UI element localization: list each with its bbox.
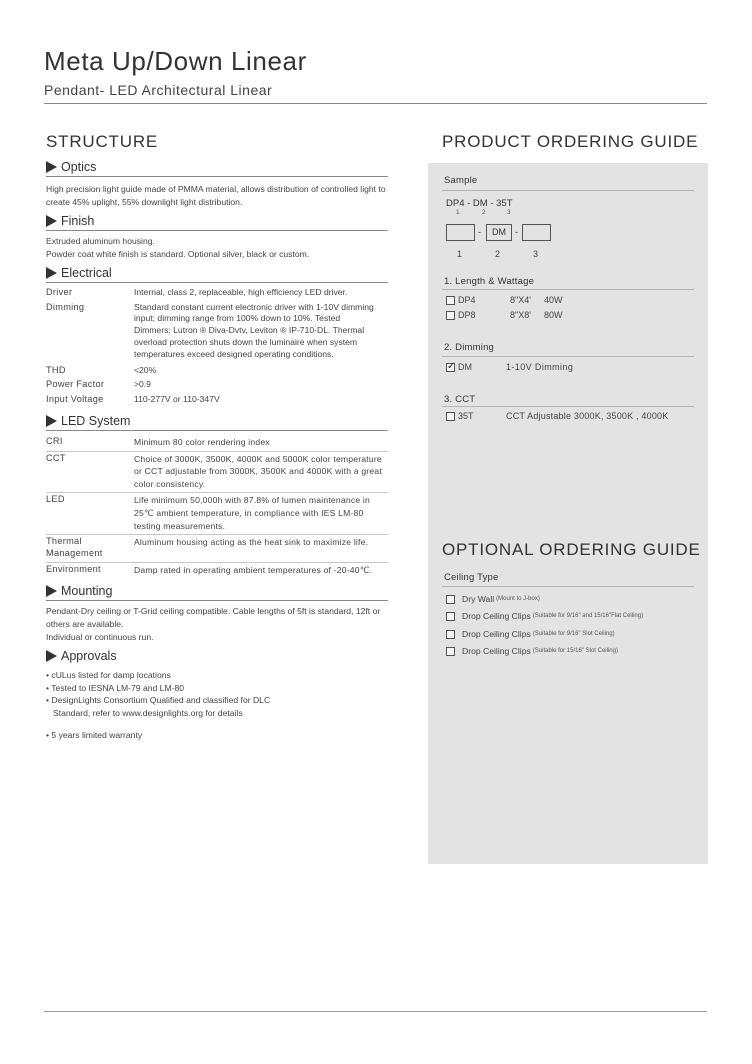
warranty-item: • 5 years limited warranty xyxy=(46,729,143,740)
code-separator: - xyxy=(478,227,481,237)
approval-item: • DesignLights Consortium Qualified and classified for DLC xyxy=(46,695,271,706)
structure-column xyxy=(46,132,388,747)
optional-heading: OPTIONAL ORDERING GUIDE xyxy=(442,540,701,559)
checkbox[interactable] xyxy=(446,647,455,656)
ceiling-option-name: Drop Ceiling Clips xyxy=(462,611,531,621)
option-desc: 1-10V Dimming xyxy=(506,362,574,372)
checkbox[interactable] xyxy=(446,595,455,604)
spec-key: Driver xyxy=(46,287,73,298)
ceiling-divider xyxy=(442,586,694,587)
ceiling-option-clips-slot-916[interactable] xyxy=(446,629,615,639)
spec-value: Damp rated in operating ambient temperatures of -20-40℃. xyxy=(134,564,373,575)
option-desc: CCT Adjustable 3000K, 3500K , 4000K xyxy=(506,411,669,421)
electrical-section xyxy=(46,266,388,408)
spec-key: Dimming xyxy=(46,301,85,312)
ceiling-option-dry-wall[interactable] xyxy=(446,594,540,604)
electrical-header xyxy=(46,266,388,283)
approvals-section xyxy=(46,649,388,741)
checkbox[interactable] xyxy=(446,296,455,305)
optics-label: Optics xyxy=(61,160,97,174)
approval-item: • Tested to IESNA LM-79 and LM-80 xyxy=(46,682,185,693)
mounting-run: Individual or continuous run. xyxy=(46,631,154,642)
header-divider xyxy=(44,103,707,104)
option-code: DM xyxy=(458,362,472,372)
led-system-section xyxy=(46,414,388,578)
triangle-bullet-icon xyxy=(46,215,57,227)
approvals-label: Approvals xyxy=(61,649,117,664)
spec-key: Environment xyxy=(46,563,101,574)
option-size: 8"X4' xyxy=(510,295,531,305)
spec-value: 110-277V or 110-347V xyxy=(134,393,220,404)
ceiling-type-label: Ceiling Type xyxy=(444,572,499,583)
ceiling-option-note: (Mount to J-box) xyxy=(496,596,540,602)
checkbox[interactable] xyxy=(446,311,455,320)
dimming-label: 2. Dimming xyxy=(444,342,495,353)
spec-key: CCT xyxy=(46,452,66,463)
spec-row xyxy=(46,493,388,535)
code-separator: - xyxy=(515,227,518,237)
led-system-header xyxy=(46,414,388,431)
spec-value: Life minimum 50,000h with 87.8% of lumen maintenance in 25℃ ambient temperature, in compliance with IES LM-80 testing measurements. xyxy=(134,495,370,531)
finish-line-2: Powder coat white finish is standard. Optional silver, black or custom. xyxy=(46,248,310,259)
option-code: DP8 xyxy=(458,310,476,320)
triangle-bullet-icon xyxy=(46,585,57,597)
sample-index: 3 xyxy=(507,209,511,216)
finish-line-1: Extruded aluminum housing. xyxy=(46,236,155,247)
spec-row xyxy=(46,452,388,494)
ceiling-option-note: (Suitable for 9/16" and 15/16"Flat Ceiling) xyxy=(532,613,644,619)
ceiling-option-clips-flat[interactable] xyxy=(446,611,643,621)
spec-value: Choice of 3000K, 3500K, 4000K and 5000K color temperature or CCT adjustable from 3000K, 3500K and 4000K with a great color consistency. xyxy=(134,453,382,489)
triangle-bullet-icon xyxy=(46,161,57,173)
ceiling-option-note: (Suitable for 15/16" Slot Ceiling) xyxy=(532,648,618,654)
approval-item: Standard, refer to www.designlights.org for details xyxy=(53,707,243,718)
box-index: 1 xyxy=(457,249,463,259)
led-system-label: LED System xyxy=(61,414,131,429)
spec-value: >0.9 xyxy=(134,379,151,390)
spec-value: Internal, class 2, replaceable, high efficiency LED driver. xyxy=(134,287,348,298)
option-code: DP4 xyxy=(458,295,476,305)
spec-key: LED xyxy=(46,494,65,505)
ceiling-option-name: Drop Ceiling Clips xyxy=(462,646,531,656)
mounting-text: Pendant-Dry ceiling or T-Grid ceiling compatible. Cable lengths of 5ft is standard, 12ft or others are available. xyxy=(46,606,381,629)
ceiling-option-clips-slot-1516[interactable] xyxy=(446,646,618,656)
checkbox[interactable] xyxy=(446,612,455,621)
finish-section xyxy=(46,214,388,260)
mounting-header xyxy=(46,584,388,601)
checkbox-checked[interactable] xyxy=(446,363,455,372)
triangle-bullet-icon xyxy=(46,415,57,427)
code-box-1 xyxy=(446,224,475,241)
finish-header xyxy=(46,214,388,231)
sample-label: Sample xyxy=(444,175,478,186)
mounting-section xyxy=(46,584,388,643)
approvals-header xyxy=(46,649,388,665)
spec-row xyxy=(46,535,388,563)
option-watt: 40W xyxy=(544,295,563,305)
electrical-table xyxy=(46,287,388,408)
box-index: 2 xyxy=(495,249,501,259)
optics-text: High precision light guide made of PMMA material, allows distribution of controlled light to create 45% uplight, 55% downlight light distribution. xyxy=(46,184,386,207)
code-box-3 xyxy=(522,224,551,241)
optics-header xyxy=(46,160,388,177)
code-box-2: DM xyxy=(486,224,512,241)
spec-value: Aluminum housing acting as the heat sink to maximize life. xyxy=(134,537,369,548)
spec-row xyxy=(46,435,388,452)
cct-label: 3. CCT xyxy=(444,394,476,405)
option-code: 35T xyxy=(458,411,474,421)
spec-value: Minimum 80 color rendering index xyxy=(134,437,270,448)
dimming-option-dm[interactable] xyxy=(446,362,573,372)
option-watt: 80W xyxy=(544,310,563,320)
page-title: Meta Up/Down Linear xyxy=(44,46,307,76)
spec-row xyxy=(46,363,388,379)
triangle-bullet-icon xyxy=(46,650,57,662)
triangle-bullet-icon xyxy=(46,267,57,279)
ceiling-option-name: Dry Wall xyxy=(462,594,495,604)
spec-key: CRI xyxy=(46,436,63,447)
optics-section xyxy=(46,160,388,208)
sample-index: 2 xyxy=(482,209,486,216)
cct-option-35t[interactable] xyxy=(446,411,668,421)
length-option-dp8[interactable] xyxy=(446,310,563,320)
sample-divider xyxy=(442,190,694,191)
spec-value: <20% xyxy=(134,365,157,376)
box-index: 3 xyxy=(533,249,539,259)
checkbox[interactable] xyxy=(446,630,455,639)
mounting-label: Mounting xyxy=(61,584,113,599)
checkbox[interactable] xyxy=(446,412,455,421)
spec-row xyxy=(46,563,388,579)
spec-row xyxy=(46,287,388,301)
spec-key: Thermal Management xyxy=(46,536,103,558)
spec-key: THD xyxy=(46,365,66,376)
spec-row xyxy=(46,302,388,363)
ordering-heading: PRODUCT ORDERING GUIDE xyxy=(442,132,699,151)
length-option-dp4[interactable] xyxy=(446,295,563,305)
spec-key: Input Voltage xyxy=(46,393,104,404)
spec-row xyxy=(46,379,388,393)
spec-value: Standard constant current electronic driver with 1-10V dimming input; dimming range from 100% down to 10%. Tested Dimmers: Lutron ® Diva-Dvtv, Leviton ® IP-710-DL. Thermal overload protection shuts down the luminaire when system temperatures exceed designed operating conditions. xyxy=(134,301,374,359)
structure-heading: STRUCTURE xyxy=(46,132,159,151)
finish-label: Finish xyxy=(61,214,95,229)
approval-item: • cULus listed for damp locations xyxy=(46,670,171,681)
electrical-label: Electrical xyxy=(61,266,112,281)
length-wattage-label: 1. Length & Wattage xyxy=(444,276,535,287)
spec-row xyxy=(46,394,388,408)
option-size: 8"X8' xyxy=(510,310,531,320)
ceiling-option-note: (Suitable for 9/16" Slot Ceiling) xyxy=(532,631,615,637)
cct-divider xyxy=(442,406,694,407)
sample-code: DP4 - DM - 35T xyxy=(446,198,513,209)
page-subtitle: Pendant- LED Architectural Linear xyxy=(44,82,273,98)
length-divider xyxy=(442,289,694,290)
ordering-panel xyxy=(428,163,708,864)
dimming-divider xyxy=(442,356,694,357)
ceiling-option-name: Drop Ceiling Clips xyxy=(462,629,531,639)
spec-key: Power Factor xyxy=(46,379,105,390)
sample-index: 1 xyxy=(456,209,460,216)
footer-divider xyxy=(44,1011,707,1012)
